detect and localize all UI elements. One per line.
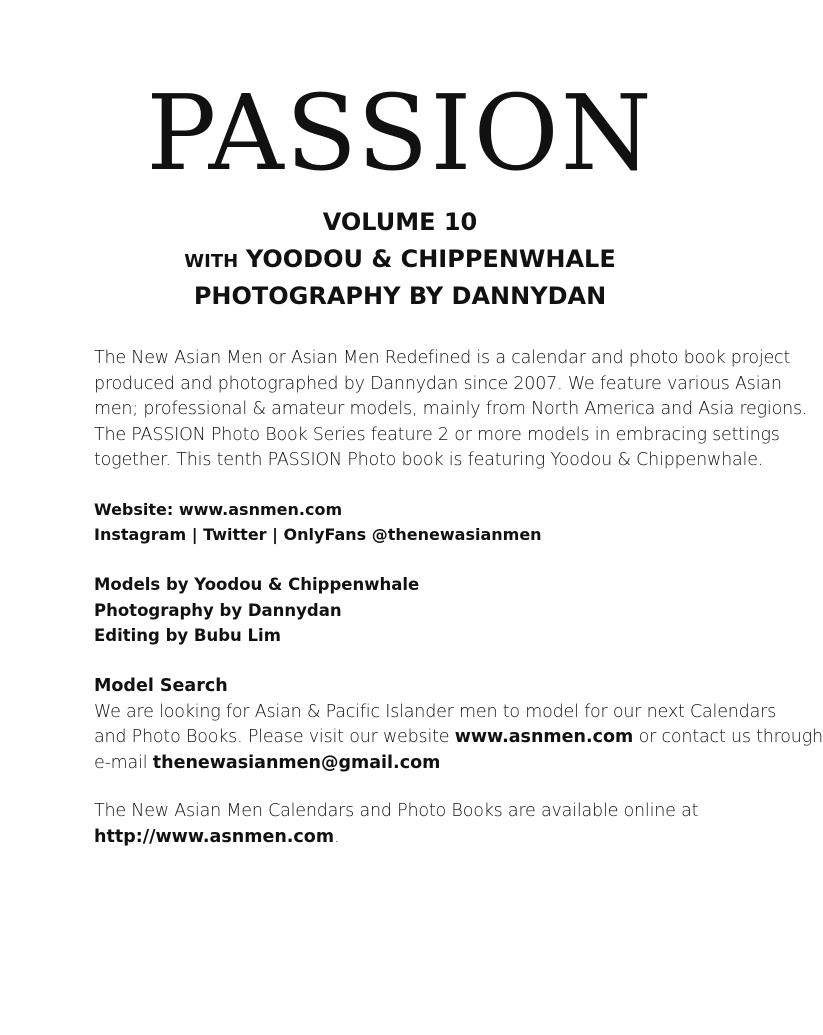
model-search-line: We are looking for Asian & Pacific Islander men to model for our next Calendars <box>94 701 777 722</box>
intro-line: The PASSION Photo Book Series feature 2 or more models in embracing settings <box>94 424 780 445</box>
intro-paragraph <box>94 346 808 474</box>
models-heading <box>0 243 800 278</box>
contact-info <box>94 497 754 547</box>
social-line: Instagram | Twitter | OnlyFans @thenewasianmen <box>94 525 542 544</box>
store-link[interactable]: http://www.asnmen.com <box>94 826 335 847</box>
credits <box>94 572 754 649</box>
availability-link-line <box>94 825 754 851</box>
model-search-text: and Photo Books. Please visit our website <box>94 727 455 747</box>
with-prefix: WITH <box>184 251 239 272</box>
model-search-section <box>94 674 823 776</box>
availability-suffix: . <box>334 826 340 847</box>
page-title: PASSION <box>146 72 654 194</box>
model-search-text: or contact us through <box>633 727 823 747</box>
with-models: YOODOU & CHIPPENWHALE <box>245 245 616 273</box>
volume-heading <box>0 206 800 238</box>
photography-credit: PHOTOGRAPHY BY DANNYDAN <box>193 282 607 310</box>
models-credit: Models by Yoodou & Chippenwhale <box>94 575 420 594</box>
email-prefix: e-mail <box>94 752 153 773</box>
model-search-line <box>94 725 823 751</box>
model-search-line <box>94 751 754 777</box>
website-link[interactable]: www.asnmen.com <box>454 727 634 747</box>
model-search-heading: Model Search <box>94 676 228 696</box>
intro-line: produced and photographed by Dannydan since 2007. We feature various Asian <box>94 373 782 394</box>
photography-heading <box>0 280 800 312</box>
volume-label: VOLUME 10 <box>322 208 478 236</box>
availability-section <box>94 799 754 850</box>
photography-credit-line: Photography by Dannydan <box>94 600 342 620</box>
intro-line: together. This tenth PASSION Photo book is featuring Yoodou & Chippenwhale. <box>94 450 764 470</box>
email-link[interactable]: thenewasianmen@gmail.com <box>152 752 441 773</box>
availability-line: The New Asian Men Calendars and Photo Books are available online at <box>94 801 699 821</box>
intro-line: The New Asian Men or Asian Men Redefined is a calendar and photo book project <box>94 348 791 368</box>
editing-credit: Editing by Bubu Lim <box>94 626 281 645</box>
intro-line: men; professional & amateur models, mainly from North America and Asia regions. <box>94 399 808 419</box>
website-line: Website: www.asnmen.com <box>94 500 343 519</box>
